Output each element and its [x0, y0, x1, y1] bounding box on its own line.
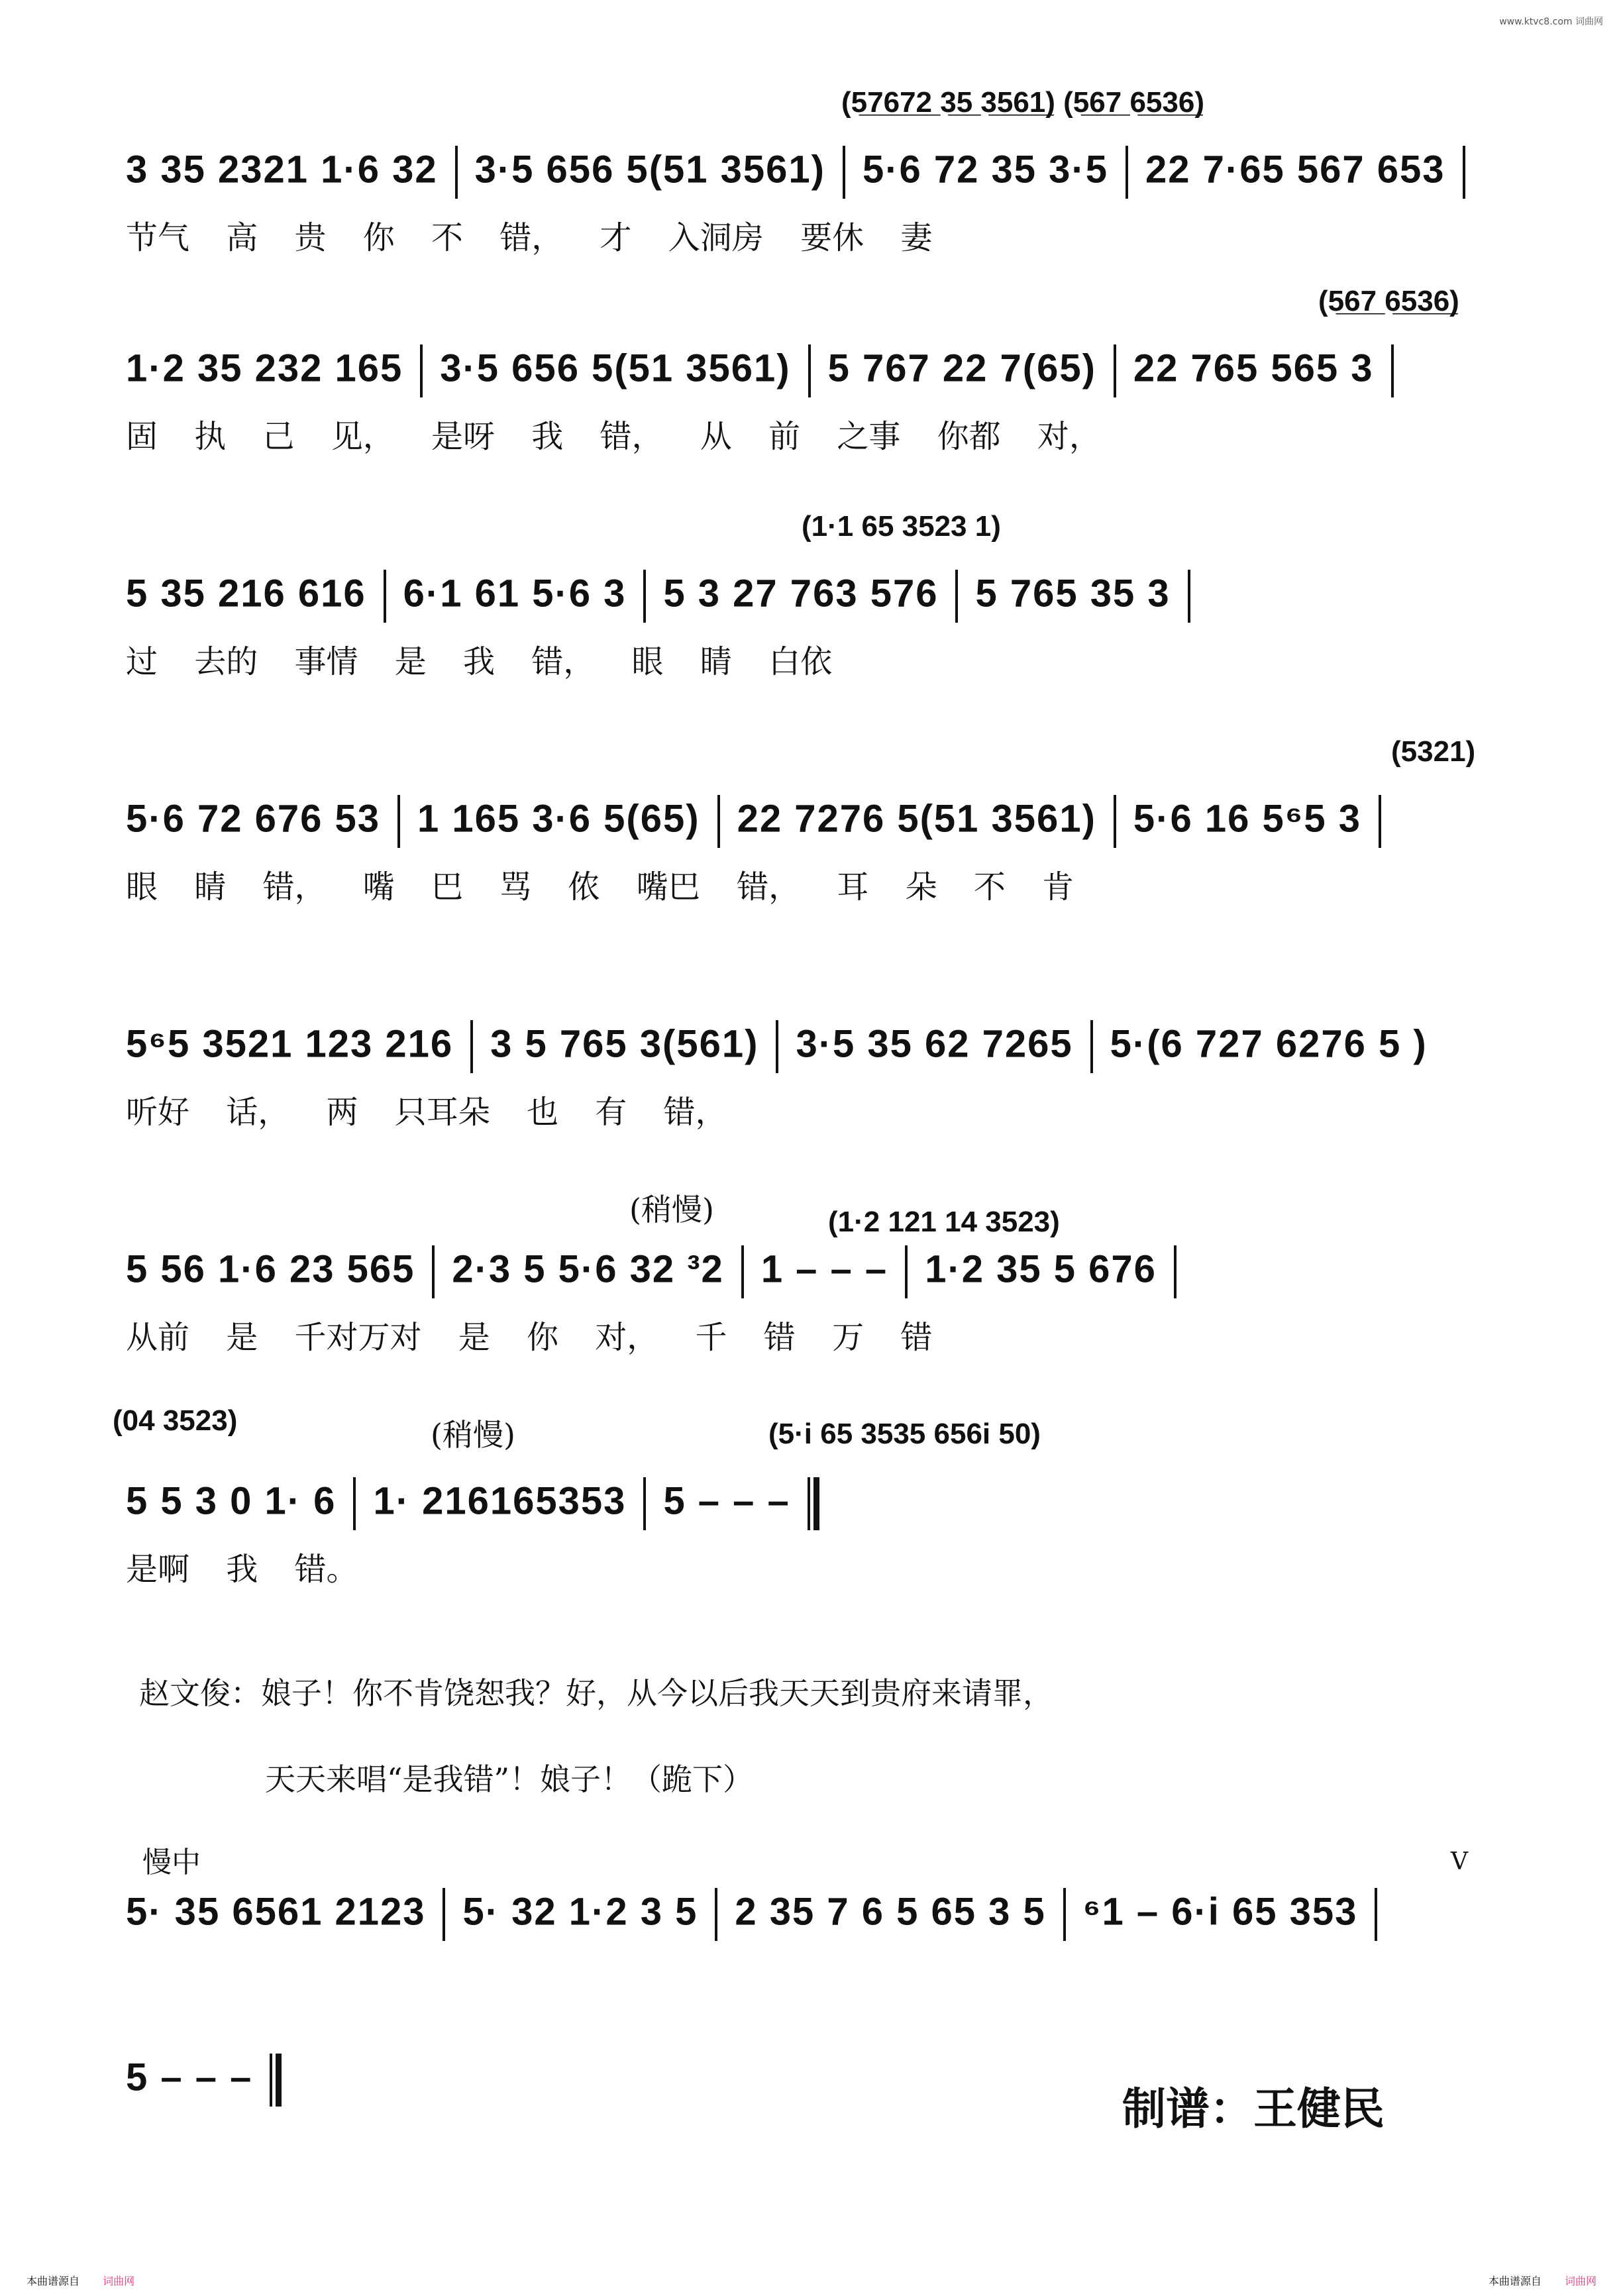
measure: 1 – – –	[760, 1247, 888, 1291]
footer-label: 本曲谱源自	[1488, 2275, 1542, 2287]
notation-line	[126, 146, 1504, 205]
bar-line	[397, 795, 400, 848]
bar-line	[384, 570, 386, 623]
bar-line	[715, 1888, 717, 1941]
measure: 22 7·65 567 653	[1145, 148, 1445, 191]
bar-line	[776, 1020, 778, 1073]
bar-line	[955, 570, 958, 623]
measure: 5·6 72 35 3·5	[862, 148, 1109, 191]
measure: 2·3 5 5·6 32 ³2	[452, 1247, 724, 1291]
footer-left	[26, 2273, 134, 2288]
lyrics-line: 听好 话， 两 只耳朵 也 有 错，	[126, 1094, 727, 1131]
bar-line	[455, 146, 458, 199]
measure: 3·5 35 62 7265	[796, 1022, 1073, 1066]
bar-line	[808, 344, 811, 397]
bar-line	[717, 795, 720, 848]
bar-line	[643, 570, 646, 623]
bar-line	[1188, 570, 1190, 623]
footer-site-link[interactable]: 词曲网	[1564, 2275, 1597, 2287]
notation-line	[126, 570, 1504, 629]
tempo-marking: 慢中	[142, 1846, 201, 1879]
notation-line	[126, 1245, 1504, 1305]
bar-line	[1114, 344, 1116, 397]
measure: 5·6 72 676 53	[126, 797, 380, 841]
bar-line	[643, 1477, 646, 1530]
notation-line	[126, 1477, 1504, 1537]
measure: 5 – – –	[663, 1479, 790, 1523]
bar-line	[1379, 795, 1381, 848]
measure: 5· 35 6561 2123	[126, 1890, 426, 1934]
parenthetical-notes: (1·2 121 14 3523)	[828, 1206, 1060, 1238]
parenthetical-notes: (5321)	[1391, 735, 1476, 768]
measure: 22 765 565 3	[1133, 346, 1374, 390]
lyrics-line: 节气 高 贵 你 不 错， 才 入洞房 要休 妻	[126, 219, 933, 256]
bar-line	[1126, 146, 1128, 199]
parenthetical-notes: (5̲7̲6̲7̲2̲ 3̲5̲ 3̲5̲6̲1̲) (5̲6̲7̲ 6̲5̲3̲6̲)	[841, 86, 1204, 119]
breath-mark: V	[1451, 1848, 1468, 1875]
measure: 1· 216165353	[373, 1479, 627, 1523]
bar-line	[905, 1245, 908, 1298]
lyrics-line: 眼 睛 错， 嘴 巴 骂 侬 嘴巴 错， 耳 朵 不 肯	[126, 868, 1074, 906]
bar-line	[843, 146, 845, 199]
measure: 3·5 656 5(51 3561)	[474, 148, 825, 191]
tempo-marking: (稍慢)	[431, 1417, 515, 1453]
measure: 5⁶5 3521 123 216	[126, 1022, 454, 1066]
lyrics-line: 固 执 己 见， 是呀 我 错， 从 前 之事 你都 对，	[126, 418, 1101, 455]
measure: 5 5 3 0 1· 6	[126, 1479, 337, 1523]
lyrics-line: 过 去的 事情 是 我 错， 眼 睛 白依	[126, 643, 833, 680]
measure: 22 7276 5(51 3561)	[737, 797, 1096, 841]
measure: 1·2 35 5 676	[925, 1247, 1157, 1291]
bar-line	[470, 1020, 473, 1073]
parenthetical-notes: (1·1 65 3523 1)	[802, 510, 1001, 543]
notation-line	[126, 795, 1504, 855]
measure: ⁶1 – 6·i 65 353	[1082, 1890, 1358, 1934]
measure: 5· 32 1·2 3 5	[462, 1890, 698, 1934]
bar-line	[741, 1245, 744, 1298]
measure: 2 35 7 6 5 65 3 5	[735, 1890, 1046, 1934]
bar-line	[1063, 1888, 1066, 1941]
parenthetical-notes: (04 3523)	[113, 1404, 238, 1437]
measure: 3 35 2321 1·6 32	[126, 148, 438, 191]
parenthetical-notes-2: (5·i 65 3535 656i 50)	[768, 1418, 1041, 1450]
measure: 1·2 35 232 165	[126, 346, 403, 390]
lyrics-line: 从前 是 千对万对 是 你 对， 千 错 万 错	[126, 1319, 933, 1356]
bar-line	[1375, 1888, 1377, 1941]
measure: 5 767 22 7(65)	[827, 346, 1096, 390]
measure: 5·(6 727 6276 5 )	[1110, 1022, 1428, 1066]
notation-line	[126, 344, 1504, 404]
measure: 5 3 27 763 576	[663, 572, 939, 615]
footer-right	[1489, 2273, 1597, 2288]
bar-line	[1090, 1020, 1093, 1073]
measure: 5 35 216 616	[126, 572, 366, 615]
bar-line	[1463, 146, 1465, 199]
bar-line	[1391, 344, 1394, 397]
final-bar-line	[808, 1477, 819, 1530]
measure: 3·5 656 5(51 3561)	[440, 346, 791, 390]
measure: 5·6 16 5⁶5 3	[1133, 797, 1362, 841]
bar-line	[353, 1477, 356, 1530]
measure: 6·1 61 5·6 3	[403, 572, 627, 615]
bar-line	[443, 1888, 445, 1941]
dialogue-line-2: 天天来唱“是我错”！娘子！（跪下）	[265, 1761, 754, 1797]
notation-line	[126, 1888, 1504, 1948]
site-header[interactable]: www.ktvc8.com 词曲网	[1499, 17, 1603, 27]
measure: 5 765 35 3	[975, 572, 1171, 615]
measure: 5 – – –	[126, 2056, 253, 2099]
measure: 5 56 1·6 23 565	[126, 1247, 415, 1291]
bar-line	[432, 1245, 435, 1298]
measure: 3 5 765 3(561)	[490, 1022, 759, 1066]
tempo-marking: (稍慢)	[629, 1192, 714, 1227]
lyrics-line: 是啊 我 错。	[126, 1551, 358, 1588]
measure: 1 165 3·6 5(65)	[417, 797, 700, 841]
bar-line	[1174, 1245, 1177, 1298]
parenthetical-notes: (5̲6̲7̲ 6̲5̲3̲6̲)	[1318, 285, 1459, 317]
notation-line	[126, 1020, 1504, 1080]
footer-label: 本曲谱源自	[26, 2275, 80, 2287]
final-bar-line	[270, 2054, 282, 2107]
transcriber-credit: 制谱：王健民	[1122, 2083, 1385, 2134]
bar-line	[1114, 795, 1116, 848]
dialogue-line-1: 赵文俊：娘子！你不肯饶恕我？好，从今以后我天天到贵府来请罪，	[139, 1675, 1053, 1711]
footer-site-link[interactable]: 词曲网	[103, 2275, 135, 2287]
bar-line	[420, 344, 423, 397]
